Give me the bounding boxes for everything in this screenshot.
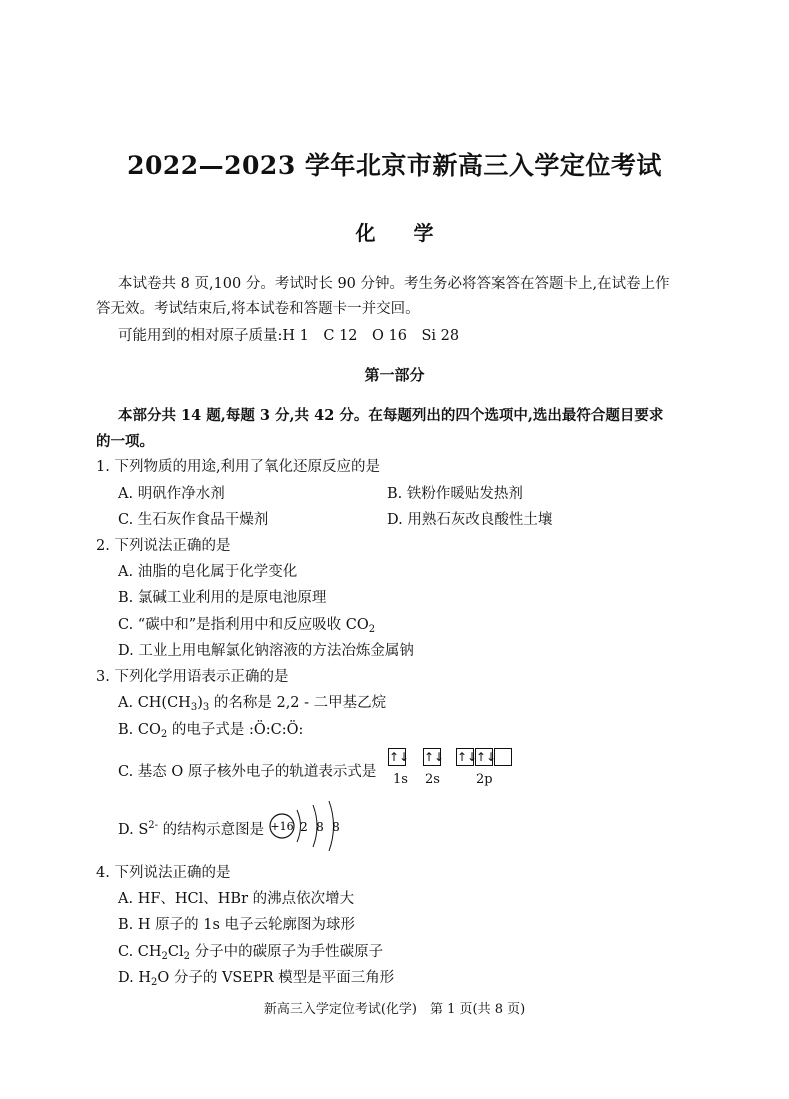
orbital-box-2p-2: ↑↓ bbox=[476, 750, 497, 764]
orbital-label-2s: 2s bbox=[425, 772, 440, 787]
q3-stem: 3. 下列化学用语表示正确的是 bbox=[96, 669, 289, 685]
q1-stem: 1. 下列物质的用途,利用了氧化还原反应的是 bbox=[96, 459, 381, 475]
q4-option-c: C. $CH_2Cl_2$ 分子中的碳原子为手性碳原子 bbox=[118, 944, 384, 962]
orbital-box-2p-1: ↑↓ bbox=[457, 750, 478, 764]
exam-title: 2022—2023 学年北京市新高三入学定位考试 bbox=[127, 151, 662, 180]
q3-option-b: B. $CO_2$ 的电子式是 :Ö:C:Ö: bbox=[118, 722, 304, 740]
q2-option-b: B. 氯碱工业利用的是原电池原理 bbox=[118, 590, 327, 606]
shell-3-count: 8 bbox=[332, 820, 340, 834]
q3-option-c: C. 基态 O 原子核外电子的轨道表示式是 bbox=[118, 764, 377, 780]
q2-option-d: D. 工业上用电解氯化钠溶液的方法冶炼金属钠 bbox=[118, 643, 414, 659]
q4-option-d: D. $H_2O$ 分子的 VSEPR 模型是平面三角形 bbox=[118, 970, 395, 988]
q3-option-d: D. $S^{2-}$ 的结构示意图是 bbox=[118, 820, 265, 838]
orbital-label-2p: 2p bbox=[476, 772, 493, 787]
q1-option-b: B. 铁粉作暖贴发热剂 bbox=[387, 486, 523, 502]
orbital-box-2s: ↑↓ bbox=[424, 750, 445, 764]
section-desc-1: 本部分共 14 题,每题 3 分,共 42 分。在每题列出的四个选项中,选出最符合题目要求 bbox=[118, 407, 664, 424]
q4-stem: 4. 下列说法正确的是 bbox=[96, 865, 231, 881]
orbital-box-1s: ↑↓ bbox=[389, 750, 410, 764]
q1-option-d: D. 用熟石灰改良酸性土壤 bbox=[387, 512, 553, 528]
orbital-label-1s: 1s bbox=[393, 772, 408, 787]
q3-option-a: A. $CH(CH_3)_3$ 的名称是 2,2 - 二甲基乙烷 bbox=[118, 695, 387, 713]
intro-line-1: 本试卷共 8 页,100 分。考试时长 90 分钟。考生务必将答案答在答题卡上,在试卷上作 bbox=[118, 276, 670, 292]
q1-option-a: A. 明矾作净水剂 bbox=[118, 486, 225, 502]
section-title: 第一部分 bbox=[364, 366, 425, 384]
nucleus-charge: +16 bbox=[270, 820, 294, 833]
shell-1-count: 2 bbox=[300, 820, 308, 834]
q2-option-c: C. “碳中和”是指利用中和反应吸收 $CO_2$ bbox=[118, 617, 376, 635]
sulfide-ion-structure-diagram bbox=[268, 800, 348, 854]
q2-option-a: A. 油脂的皂化属于化学变化 bbox=[118, 564, 298, 580]
orbital-box-2p-3 bbox=[494, 748, 512, 766]
subject-title: 化学 bbox=[355, 221, 472, 245]
page-footer: 新高三入学定位考试(化学) 第 1 页(共 8 页) bbox=[263, 1002, 526, 1017]
section-desc-2: 的一项。 bbox=[96, 433, 154, 450]
q2-stem: 2. 下列说法正确的是 bbox=[96, 538, 231, 554]
q1-option-c: C. 生石灰作食品干燥剂 bbox=[118, 512, 269, 528]
q4-option-a: A. HF、HCl、HBr 的沸点依次增大 bbox=[118, 891, 355, 907]
co2-electron-formula: :Ö:C:Ö: bbox=[248, 722, 304, 738]
q4-option-b: B. H 原子的 1s 电子云轮廓图为球形 bbox=[118, 917, 356, 933]
intro-line-2: 答无效。考试结束后,将本试卷和答题卡一并交回。 bbox=[96, 301, 420, 317]
shell-2-count: 8 bbox=[316, 820, 324, 834]
atomic-mass-line: 可能用到的相对原子质量:H 1 C 12 O 16 Si 28 bbox=[118, 328, 460, 344]
